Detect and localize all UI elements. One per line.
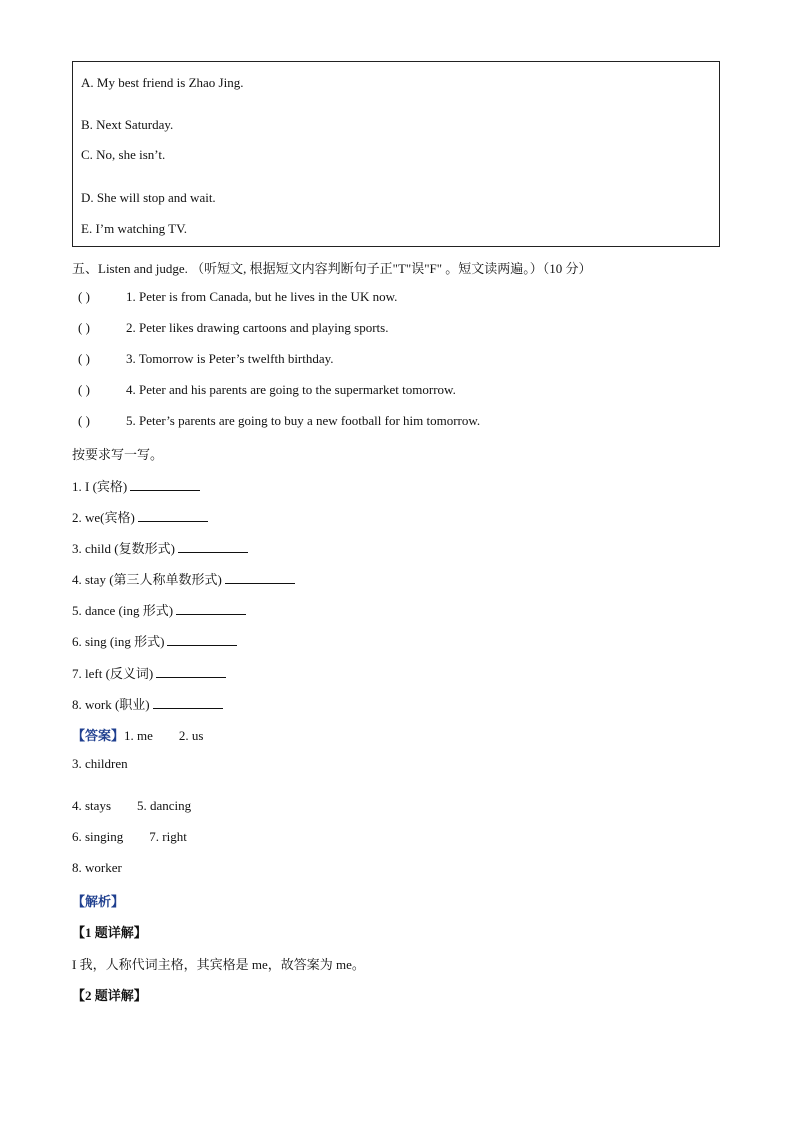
writing-title: 按要求写一写。	[72, 447, 164, 462]
answer-blank[interactable]	[225, 573, 295, 584]
option-e: E. I’m watching TV.	[81, 221, 188, 236]
judge-paren: ( )	[78, 289, 90, 304]
judge-paren: ( )	[78, 351, 90, 366]
writing-item-4	[72, 569, 295, 588]
q1-text: I 我，人称代词主格，其宾格是 me，故答案为 me。	[72, 957, 365, 972]
writing-prompt: 4. stay (第三人称单数形式)	[72, 572, 222, 587]
answer-line-3	[72, 798, 191, 814]
writing-prompt: 8. work (职业)	[72, 697, 150, 712]
answer-line-4	[72, 829, 187, 845]
q2-title: 【2 题详解】	[72, 988, 147, 1003]
answer-blank[interactable]	[178, 542, 248, 553]
answer-blank[interactable]	[130, 480, 200, 491]
writing-item-8	[72, 694, 223, 713]
answer-5: 5. dancing	[137, 798, 192, 813]
judge-text: 2. Peter likes drawing cartoons and playing sports.	[126, 320, 389, 335]
answer-2: 2. us	[178, 728, 204, 743]
writing-prompt: 3. child (复数形式)	[72, 541, 175, 556]
judge-text: 5. Peter’s parents are going to buy a new football for him tomorrow.	[126, 413, 481, 428]
answer-label: 【答案】	[72, 728, 125, 743]
writing-item-7	[72, 663, 226, 682]
analysis-label: 【解析】	[72, 894, 125, 909]
answer-blank[interactable]	[153, 698, 223, 709]
answer-1: 1. me	[124, 728, 153, 743]
writing-prompt: 7. left (反义词)	[72, 666, 154, 681]
judge-text: 1. Peter is from Canada, but he lives in the UK now.	[126, 289, 398, 304]
options-box	[72, 61, 720, 247]
answer-blank[interactable]	[176, 604, 246, 615]
writing-item-1	[72, 476, 200, 495]
option-a: A. My best friend is Zhao Jing.	[81, 75, 244, 90]
option-c: C. No, she isn’t.	[81, 147, 166, 162]
judge-paren: ( )	[78, 413, 90, 428]
judge-item-1	[78, 289, 397, 305]
writing-prompt: 2. we(宾格)	[72, 510, 135, 525]
answer-line-2: 3. children	[72, 756, 128, 771]
judge-text: 4. Peter and his parents are going to the supermarket tomorrow.	[126, 382, 456, 397]
q1-title: 【1 题详解】	[72, 925, 147, 940]
answer-7: 7. right	[149, 829, 187, 844]
answer-blank[interactable]	[167, 635, 237, 646]
option-d: D. She will stop and wait.	[81, 190, 216, 205]
answer-4: 4. stays	[72, 798, 111, 813]
judge-item-5	[78, 413, 480, 429]
writing-item-3	[72, 538, 248, 557]
writing-prompt: 1. I (宾格)	[72, 479, 128, 494]
writing-item-6	[72, 631, 237, 650]
writing-prompt: 6. sing (ing 形式)	[72, 634, 165, 649]
judge-text: 3. Tomorrow is Peter’s twelfth birthday.	[126, 351, 334, 366]
answer-6: 6. singing	[72, 829, 124, 844]
judge-paren: ( )	[78, 382, 90, 397]
answer-blank[interactable]	[138, 511, 208, 522]
answer-blank[interactable]	[156, 667, 226, 678]
judge-paren: ( )	[78, 320, 90, 335]
judge-item-4	[78, 382, 456, 398]
judge-item-3	[78, 351, 334, 367]
answer-line-1	[72, 725, 203, 744]
writing-prompt: 5. dance (ing 形式)	[72, 603, 174, 618]
answer-line-5: 8. worker	[72, 860, 122, 875]
option-b: B. Next Saturday.	[81, 117, 174, 132]
writing-item-2	[72, 507, 208, 526]
writing-item-5	[72, 600, 246, 619]
judge-item-2	[78, 320, 388, 336]
section5-title: 五、Listen and judge. （听短文, 根据短文内容判断句子正"T"误"F" 。短文读两遍。）（10 分）	[72, 261, 592, 276]
